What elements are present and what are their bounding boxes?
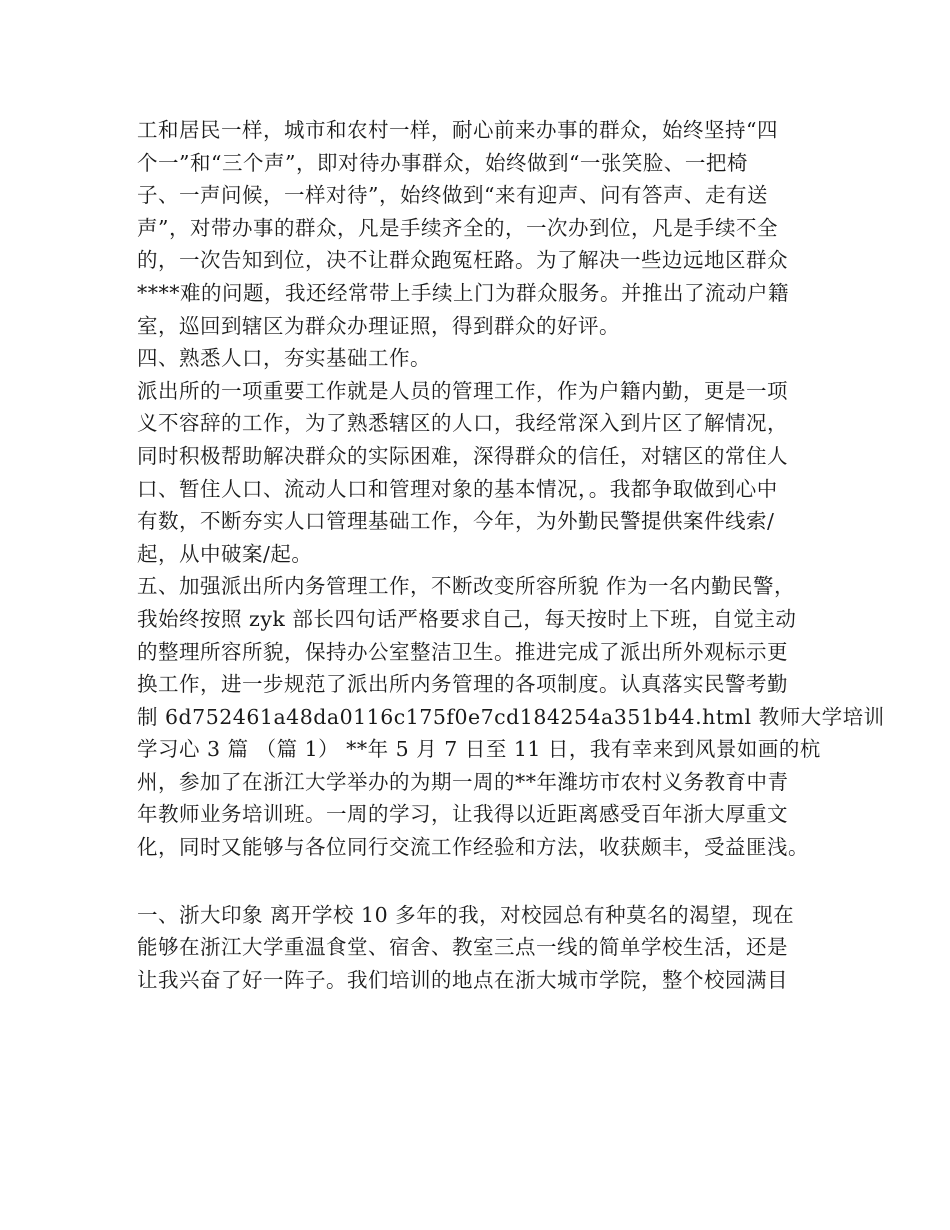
text-line: 化，同时又能够与各位同行交流工作经验和方法，收获颇丰，受益匪浅。 bbox=[137, 835, 809, 860]
paragraph-gap bbox=[137, 864, 837, 899]
text-line: 制 6d752461a48da0116c175f0e7cd184254a351b44.html 教师大学培训 bbox=[137, 704, 885, 729]
text-line: 州，参加了在浙江大学举办的为期一周的**年潍坊市农村义务教育中青 bbox=[137, 769, 789, 794]
text-line: 个一”和“三个声”，即对待办事群众，始终做到“一张笑脸、一把椅 bbox=[137, 150, 748, 175]
text-line: 有数，不断夯实人口管理基础工作，今年，为外勤民警提供案件线索/ bbox=[137, 509, 775, 534]
text-line: 子、一声问候，一样对待”，始终做到“来有迎声、问有答声、走有送 bbox=[137, 183, 768, 208]
text-line: 口、暂住人口、流动人口和管理对象的基本情况，。我都争取做到心中 bbox=[137, 476, 778, 501]
section-heading: 一、浙大印象 离开学校 10 多年的我，对校园总有种莫名的渴望，现在 bbox=[137, 902, 795, 927]
text-line: 的，一次告知到位，决不让群众跑冤枉路。为了解决一些边远地区群众 bbox=[137, 248, 788, 273]
section-heading: 四、熟悉人口，夯实基础工作。 bbox=[137, 346, 431, 371]
text-line: 起，从中破案/起。 bbox=[137, 541, 313, 566]
text-line: ****难的问题，我还经常带上手续上门为群众服务。并推出了流动户籍 bbox=[137, 280, 789, 305]
text-line: 年教师业务培训班。一周的学习，让我得以近距离感受百年浙大厚重文 bbox=[137, 802, 788, 827]
text-line: 的整理所容所貌，保持办公室整洁卫生。推进完成了派出所外观标示更 bbox=[137, 639, 788, 664]
text-line: 声”，对带办事的群众，凡是手续齐全的，一次办到位，凡是手续不全 bbox=[137, 215, 778, 240]
text-line: 我始终按照 zyk 部长四句话严格要求自己，每天按时上下班，自觉主动 bbox=[137, 606, 797, 631]
text-line: 同时积极帮助解决群众的实际困难，深得群众的信任，对辖区的常住人 bbox=[137, 443, 788, 468]
document-body bbox=[137, 114, 885, 996]
text-line: 义不容辞的工作，为了熟悉辖区的人口，我经常深入到片区了解情况， bbox=[137, 411, 788, 436]
text-line: 让我兴奋了好一阵子。我们培训的地点在浙大城市学院，整个校园满目 bbox=[137, 967, 788, 992]
text-line: 学习心 3 篇 （篇 1） **年 5 月 7 日至 11 日，我有幸来到风景如画的杭 bbox=[137, 737, 821, 762]
text-line: 能够在浙江大学重温食堂、宿舍、教室三点一线的简单学校生活，还是 bbox=[137, 935, 788, 960]
text-line: 换工作，进一步规范了派出所内务管理的各项制度。认真落实民警考勤 bbox=[137, 672, 788, 697]
text-line: 室，巡回到辖区为群众办理证照，得到群众的好评。 bbox=[137, 313, 620, 338]
text-line: 派出所的一项重要工作就是人员的管理工作，作为户籍内勤，更是一项 bbox=[137, 378, 788, 403]
text-line: 工和居民一样，城市和农村一样，耐心前来办事的群众，始终坚持“四 bbox=[137, 118, 778, 142]
section-heading: 五、加强派出所内务管理工作，不断改变所容所貌 作为一名内勤民警， bbox=[137, 574, 796, 599]
